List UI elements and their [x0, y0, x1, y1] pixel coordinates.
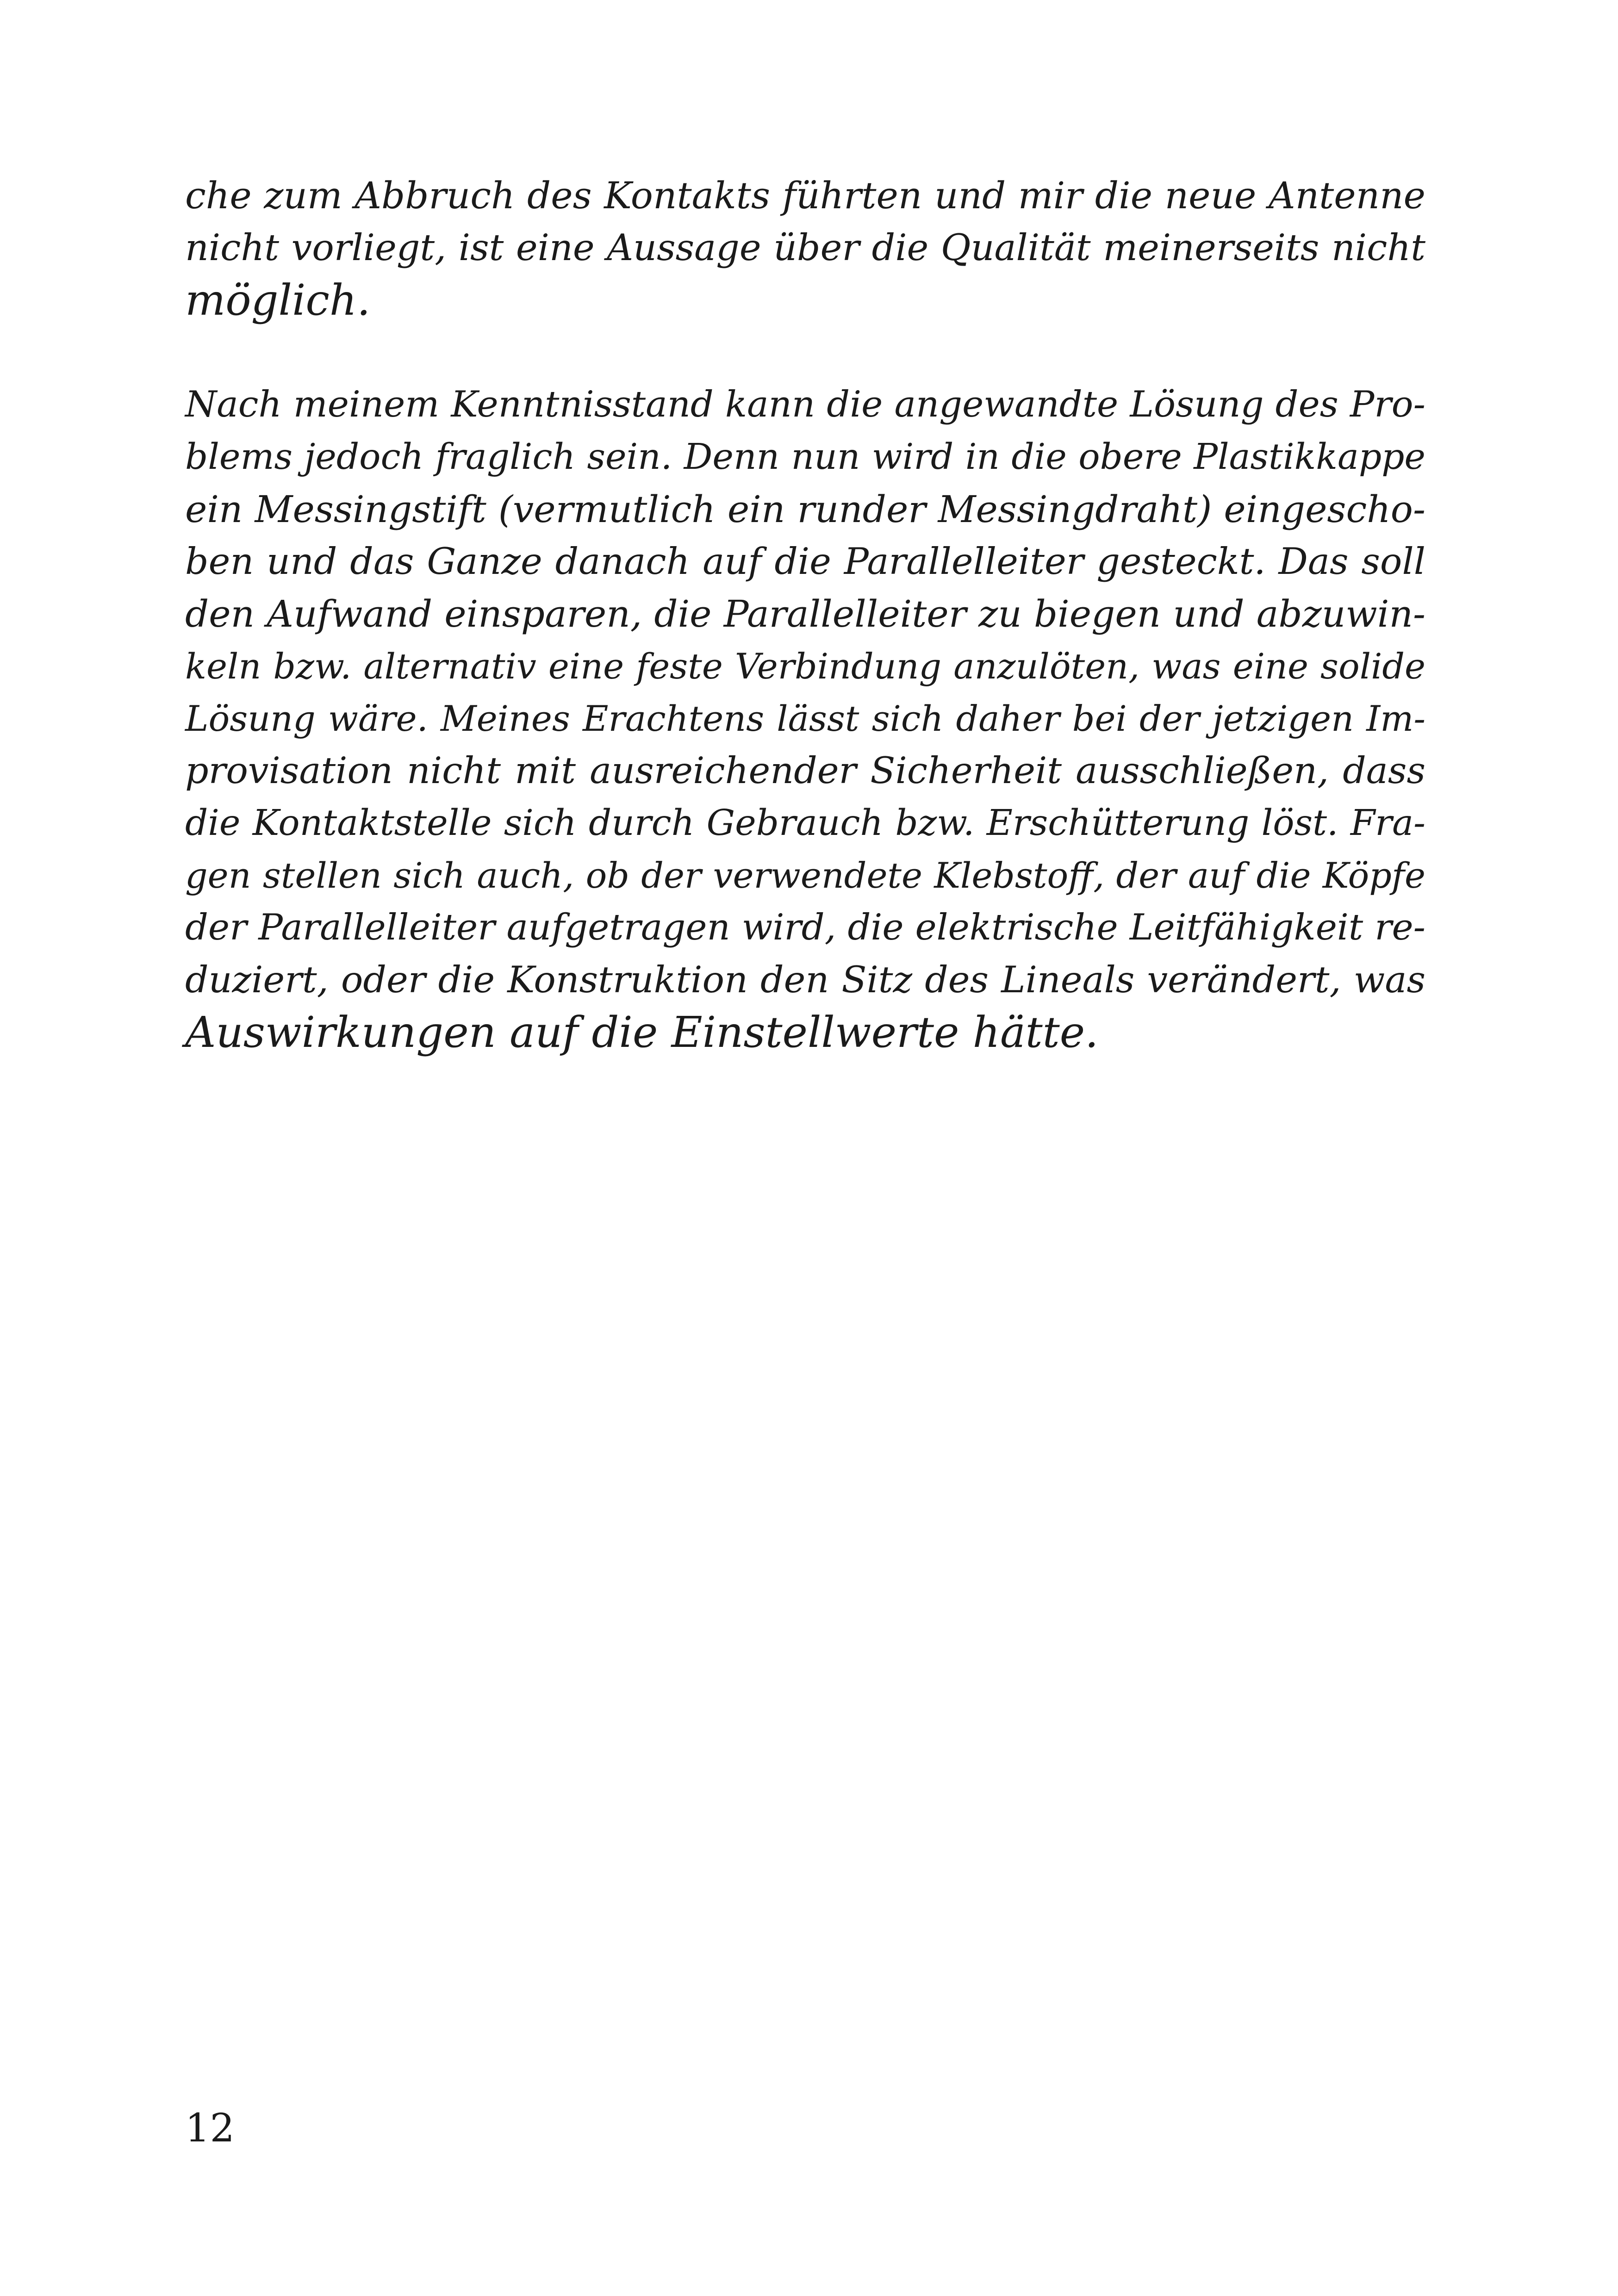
- text-line: der Parallelleiter aufgetragen wird, die elektrische Leitfähigkeit re-: [185, 907, 1425, 948]
- text-line: blems jedoch fraglich sein. Denn nun wird in die obere Plastikkappe: [185, 436, 1425, 478]
- text-line: die Kontaktstelle sich durch Gebrauch bzw. Erschütterung löst. Fra-: [185, 803, 1425, 844]
- text-line: ein Messingstift (vermutlich ein runder Messingdraht) eingescho-: [185, 488, 1425, 531]
- text-line: nicht vorliegt, ist eine Aussage über die Qualität meinerseits nicht: [185, 226, 1425, 269]
- page-number: 12: [185, 2105, 235, 2151]
- text-line: che zum Abbruch des Kontakts führten und mir die neue Antenne: [185, 174, 1425, 217]
- paragraph-spacer: [185, 326, 1425, 379]
- text-line: Nach meinem Kenntnisstand kann die angewandte Lösung des Pro-: [185, 384, 1425, 425]
- text-line: Auswirkungen auf die Einstellwerte hätte.: [185, 1008, 1099, 1057]
- text-line: den Aufwand einsparen, die Parallelleiter zu biegen und abzuwin-: [185, 592, 1425, 635]
- text-line: möglich.: [185, 275, 371, 325]
- text-line: Lösung wäre. Meines Erachtens lässt sich daher bei der jetzigen Im-: [185, 698, 1425, 739]
- text-line: duziert, oder die Konstruktion den Sitz des Lineals verändert, was: [185, 958, 1425, 1001]
- text-line: gen stellen sich auch, ob der verwendete Klebstoff, der auf die Köpfe: [185, 855, 1425, 896]
- paragraph-2: [185, 379, 1425, 1058]
- text-line: ben und das Ganze danach auf die Parallelleiter gesteckt. Das soll: [185, 540, 1425, 583]
- text-line: provisation nicht mit ausreichender Sicherheit ausschließen, dass: [185, 749, 1425, 792]
- paragraph-1: [185, 169, 1425, 326]
- text-line: keln bzw. alternativ eine feste Verbindung anzulöten, was eine solide: [185, 646, 1425, 687]
- body-text: [185, 169, 1425, 1058]
